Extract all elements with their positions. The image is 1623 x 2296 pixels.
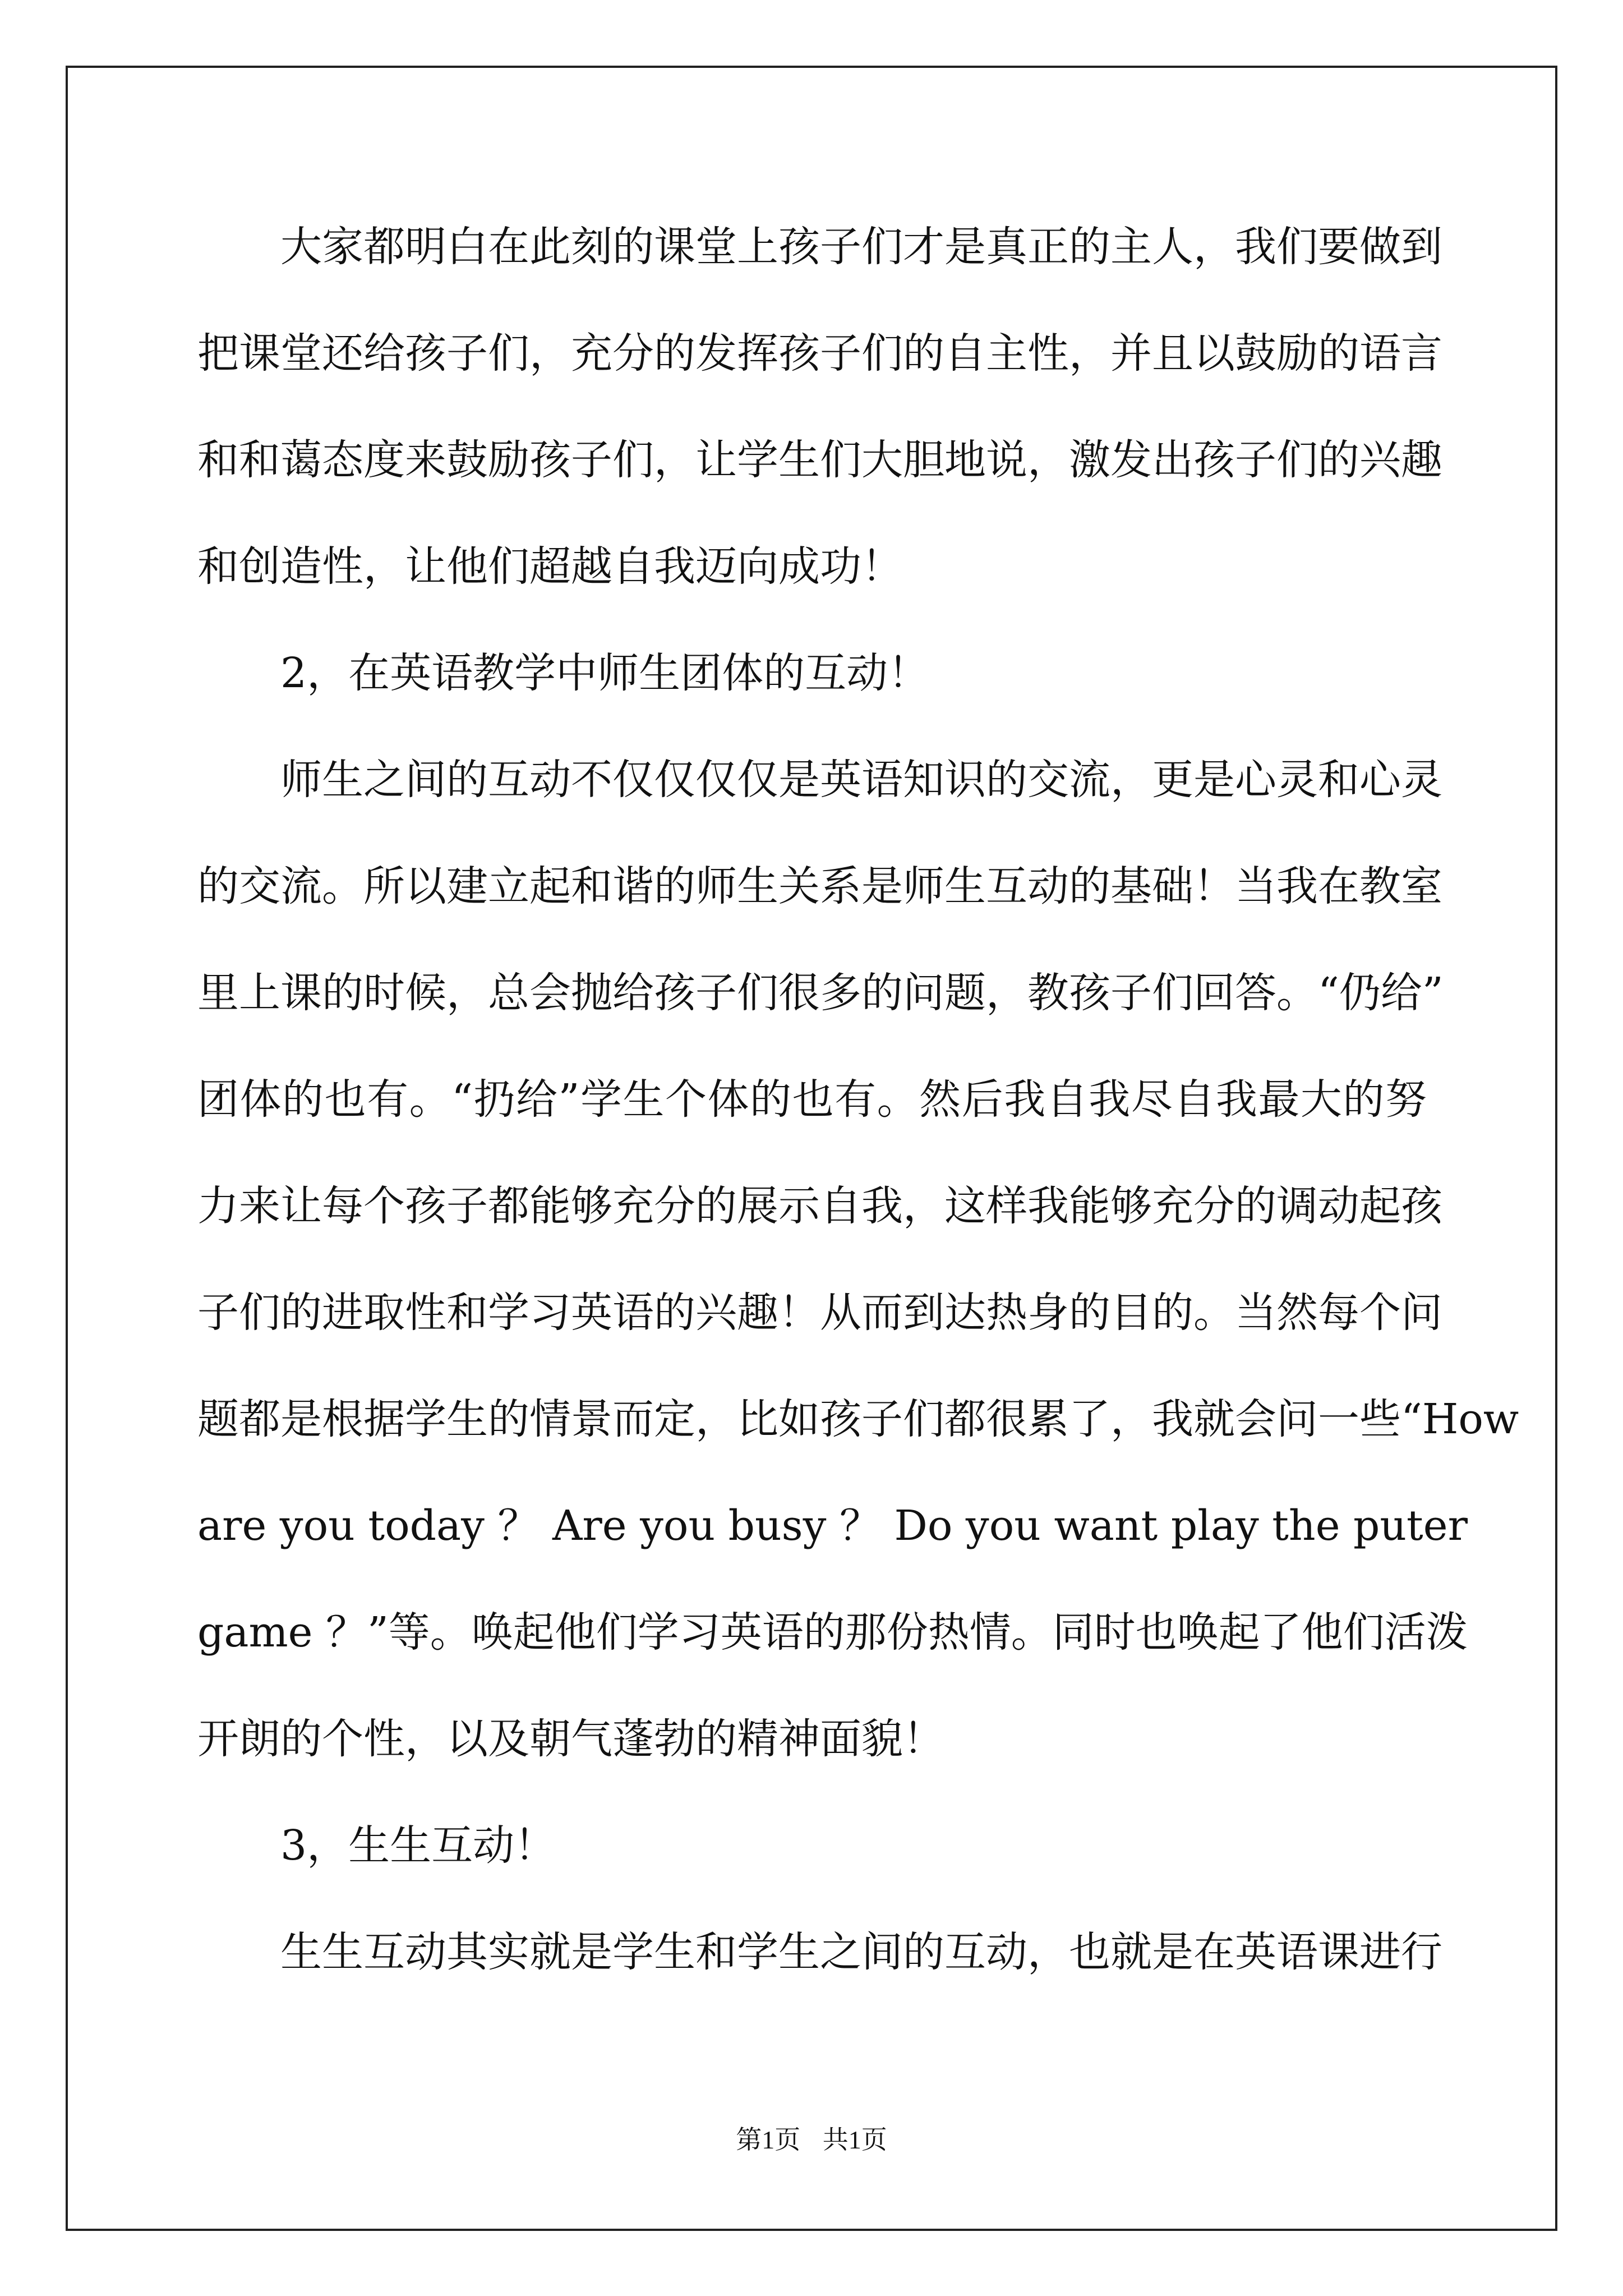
page-number: 第1页 — [736, 2125, 801, 2154]
text-line: 里上课的时候，总会抛给孩子们很多的问题，教孩子们回答。“仍给” — [197, 969, 1444, 1017]
text-line: 题都是根据学生的情景而定，比如孩子们都很累了，我就会问一些“How — [197, 1395, 1519, 1443]
text-line: 团体的也有。“扔给”学生个体的也有。然后我自我尽自我最大的努 — [197, 1075, 1427, 1124]
text-line: 开朗的个性，以及朝气蓬勃的精神面貌！ — [197, 1715, 944, 1763]
text-line: 力来让每个孩子都能够充分的展示自我，这样我能够充分的调动起孩 — [197, 1182, 1442, 1230]
page-frame — [66, 66, 1557, 2231]
text-line: 师生之间的互动不仅仅仅仅是英语知识的交流，更是心灵和心灵 — [280, 756, 1442, 804]
text-line: 把课堂还给孩子们，充分的发挥孩子们的自主性，并且以鼓励的语言 — [197, 329, 1442, 378]
text-line: game ？”等。唤起他们学习英语的那份热情。同时也唤起了他们活泼 — [197, 1608, 1468, 1657]
text-line: 的交流。所以建立起和谐的师生关系是师生互动的基础！当我在教室 — [197, 862, 1442, 910]
page-footer — [0, 2123, 1623, 2157]
text-line: 和创造性，让他们超越自我迈向成功！ — [197, 542, 903, 591]
page-total: 共1页 — [822, 2125, 887, 2154]
text-line: 和和蔼态度来鼓励孩子们，让学生们大胆地说，激发出孩子们的兴趣 — [197, 436, 1442, 484]
text-line: 生生互动其实就是学生和学生之间的互动，也就是在英语课进行 — [280, 1928, 1442, 1976]
section-heading: 2，在英语教学中师生团体的互动！ — [280, 649, 930, 697]
text-line: 大家都明白在此刻的课堂上孩子们才是真正的主人，我们要做到 — [280, 223, 1442, 271]
section-heading: 3，生生互动！ — [280, 1821, 556, 1870]
text-line: are you today ？ Are you busy ？ Do you want play the puter — [197, 1502, 1468, 1550]
text-line: 子们的进取性和学习英语的兴趣！从而到达热身的目的。当然每个问 — [197, 1289, 1442, 1337]
